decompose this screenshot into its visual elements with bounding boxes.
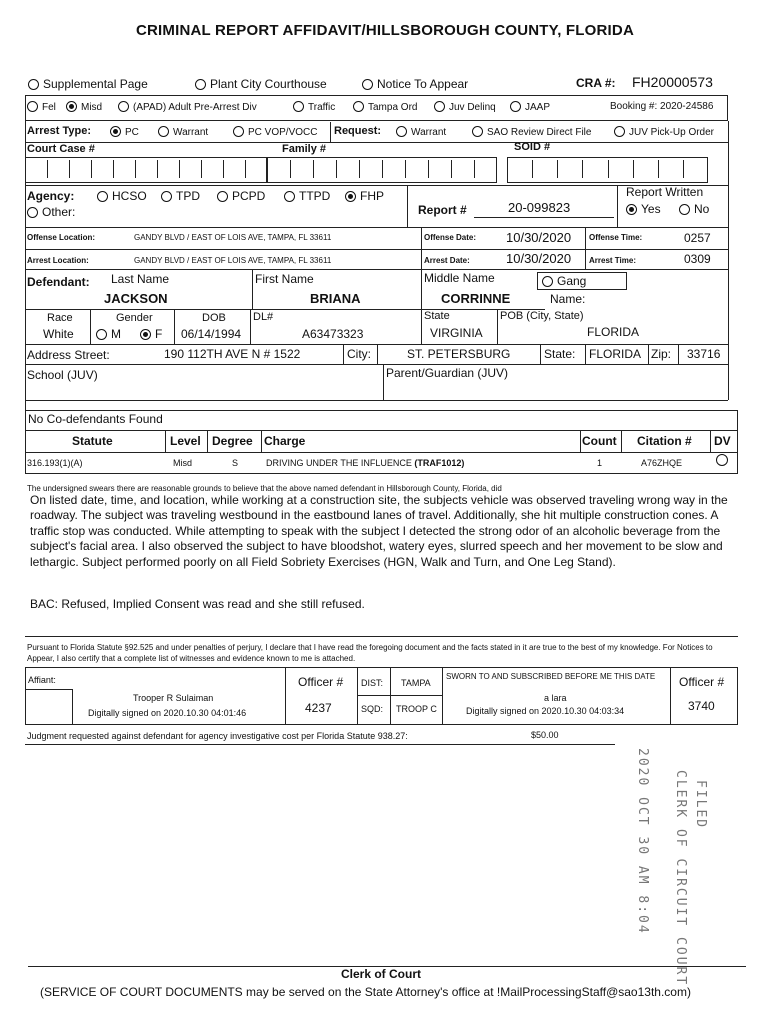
- gender-m-option[interactable]: M: [96, 327, 121, 341]
- radio-selected-icon: [345, 191, 356, 202]
- tpd-option[interactable]: TPD: [161, 189, 200, 203]
- cell-divider: [135, 160, 136, 178]
- race-label: Race: [47, 312, 73, 324]
- divider: [648, 344, 649, 364]
- dl-state-label: State: [424, 310, 450, 322]
- pc-option[interactable]: PC: [110, 126, 139, 138]
- divider: [25, 142, 728, 143]
- cell-divider: [474, 160, 475, 178]
- filed-stamp-clerk: CLERK OF CIRCUIT COURT: [673, 770, 688, 987]
- divider: [617, 185, 618, 227]
- address-street-label: Address Street:: [27, 348, 110, 362]
- dl-value: A63473323: [302, 327, 364, 341]
- cell-divider: [201, 160, 202, 178]
- last-name-label: Last Name: [111, 272, 170, 286]
- divider: [710, 430, 711, 452]
- tampa-ord-option[interactable]: Tampa Ord: [353, 101, 417, 113]
- notice-to-appear-option[interactable]: Notice To Appear: [362, 77, 468, 91]
- divider: [585, 344, 586, 364]
- address-state-label: State:: [544, 347, 576, 361]
- arrest-time-label: Arrest Time:: [589, 256, 636, 265]
- charge-header: Charge: [264, 434, 306, 448]
- officer2-number: 3740: [688, 699, 715, 713]
- report-number: 20-099823: [508, 200, 571, 215]
- ttpd-option[interactable]: TTPD: [284, 189, 330, 203]
- request-label: Request:: [334, 125, 382, 137]
- offense-time-label: Offense Time:: [589, 233, 643, 242]
- cell-divider: [336, 160, 337, 178]
- radio-icon: [27, 101, 38, 112]
- court-case-label: Court Case #: [27, 143, 95, 155]
- radio-icon: [542, 276, 553, 287]
- judgment-text: Judgment requested against defendant for agency investigative cost per Florida Statute 938.27:: [27, 731, 408, 741]
- apad-option[interactable]: (APAD) Adult Pre-Arrest Div: [118, 101, 257, 113]
- row-count: 1: [597, 458, 603, 468]
- divider: [25, 364, 728, 365]
- radio-icon: [679, 204, 690, 215]
- radio-icon: [293, 101, 304, 112]
- hcso-option[interactable]: HCSO: [97, 189, 147, 203]
- offense-date-label: Offense Date:: [424, 233, 477, 242]
- radio-icon: [161, 191, 172, 202]
- dl-state: VIRGINIA: [430, 326, 483, 340]
- sworn-statement: SWORN TO AND SUBSCRIBED BEFORE ME THIS DATE: [446, 672, 656, 681]
- divider: [421, 309, 422, 344]
- other-agency-option[interactable]: Other:: [27, 205, 75, 219]
- report-written-no[interactable]: No: [679, 202, 709, 216]
- divider: [25, 185, 728, 186]
- divider: [261, 430, 262, 452]
- divider: [678, 344, 679, 364]
- pob-label: POB (City, State): [500, 310, 584, 322]
- warrant-option[interactable]: Warrant: [158, 126, 208, 138]
- divider: [377, 344, 378, 364]
- cell-divider: [683, 160, 684, 178]
- divider: [252, 269, 253, 309]
- notary-signed: Digitally signed on 2020.10.30 04:03:34: [466, 706, 625, 716]
- radio-icon: [434, 101, 445, 112]
- zip-label: Zip:: [651, 347, 672, 361]
- gang-name-label: Name:: [550, 292, 586, 306]
- officer-number-label: Officer #: [298, 675, 344, 689]
- page-title: CRIMINAL REPORT AFFIDAVIT/HILLSBOROUGH COUNTY, FLORIDA: [135, 22, 634, 39]
- radio-icon: [118, 101, 129, 112]
- divider: [207, 430, 208, 452]
- cell-divider: [245, 160, 246, 178]
- juv-pickup-option[interactable]: JUV Pick-Up Order: [614, 126, 714, 138]
- cell-divider: [223, 160, 224, 178]
- citation-header: Citation #: [637, 434, 692, 448]
- divider: [442, 667, 443, 725]
- cell-divider: [608, 160, 609, 178]
- soid-label: SOID #: [514, 141, 551, 153]
- affiant-name: Trooper R Sulaiman: [133, 693, 214, 703]
- divider: [165, 430, 166, 452]
- dist-label: DIST:: [361, 678, 384, 688]
- row-citation: A76ZHQE: [641, 458, 683, 468]
- pcpd-option[interactable]: PCPD: [217, 189, 265, 203]
- divider: [540, 344, 541, 364]
- row-degree: S: [232, 458, 239, 468]
- divider: [580, 430, 581, 452]
- radio-icon: [28, 79, 39, 90]
- gang-option[interactable]: Gang: [542, 274, 586, 288]
- gender-f-option[interactable]: F: [140, 327, 162, 341]
- divider: [421, 269, 422, 309]
- divider: [250, 309, 251, 344]
- divider: [72, 689, 73, 725]
- agency-label: Agency:: [27, 189, 75, 203]
- zip-value: 33716: [687, 347, 721, 361]
- dv-radio-icon[interactable]: [716, 454, 728, 466]
- radio-selected-icon: [140, 329, 151, 340]
- race-value: White: [43, 327, 74, 341]
- filed-stamp-date: 2020 OCT 30 AM 8:04: [635, 748, 650, 935]
- divider: [25, 636, 738, 637]
- divider: [174, 309, 175, 344]
- radio-icon: [195, 79, 206, 90]
- report-written-yes[interactable]: Yes: [626, 202, 661, 216]
- first-name: BRIANA: [310, 291, 361, 306]
- radio-icon: [284, 191, 295, 202]
- misd-option[interactable]: Misd: [66, 101, 102, 113]
- arrest-location: GANDY BLVD / EAST OF LOIS AVE, TAMPA, FL 33611: [134, 256, 332, 265]
- divider: [25, 689, 72, 690]
- count-header: Count: [582, 434, 617, 448]
- divider: [285, 667, 286, 725]
- dv-header: DV: [714, 434, 731, 448]
- divider: [421, 249, 422, 269]
- sao-review-option[interactable]: SAO Review Direct File: [472, 126, 591, 138]
- cell-divider: [428, 160, 429, 178]
- level-header: Level: [170, 434, 201, 448]
- cell-divider: [451, 160, 452, 178]
- divider: [25, 430, 738, 431]
- cell-divider: [113, 160, 114, 178]
- row-statute: 316.193(1)(A): [27, 458, 83, 468]
- pob-value: FLORIDA: [587, 325, 640, 339]
- filed-stamp-label: FILED: [693, 780, 708, 830]
- middle-name-label: Middle Name: [424, 271, 495, 285]
- radio-icon: [396, 126, 407, 137]
- bac-text: BAC: Refused, Implied Consent was read and she still refused.: [30, 597, 365, 611]
- divider: [90, 309, 91, 344]
- cell-divider: [582, 160, 583, 178]
- family-label: Family #: [282, 143, 327, 155]
- arrest-date-label: Arrest Date:: [424, 256, 470, 265]
- last-name: JACKSON: [104, 291, 168, 306]
- cell-divider: [532, 160, 533, 178]
- divider: [25, 452, 738, 453]
- divider: [390, 667, 391, 725]
- cell-divider: [157, 160, 158, 178]
- dl-label: DL#: [253, 311, 274, 323]
- divider: [585, 227, 586, 249]
- fhp-option[interactable]: FHP: [345, 189, 384, 203]
- cell-divider: [313, 160, 314, 178]
- divider: [357, 695, 442, 696]
- arrest-type-label: Arrest Type:: [27, 125, 91, 137]
- address-street: 190 112TH AVE N # 1522: [164, 347, 301, 361]
- row-level: Misd: [173, 458, 193, 468]
- radio-icon: [510, 101, 521, 112]
- supplemental-page-option[interactable]: Supplemental Page: [28, 77, 148, 91]
- cell-divider: [658, 160, 659, 178]
- offense-location-label: Offense Location:: [27, 233, 96, 242]
- arrest-location-label: Arrest Location:: [27, 256, 89, 265]
- dob-label: DOB: [202, 312, 226, 324]
- booking-number: Booking #: 2020-24586: [610, 101, 714, 112]
- report-number-label: Report #: [418, 203, 467, 217]
- cell-divider: [179, 160, 180, 178]
- middle-name: CORRINNE: [441, 291, 511, 306]
- divider: [343, 344, 344, 364]
- dob-value: 06/14/1994: [181, 327, 242, 341]
- fel-option[interactable]: Fel: [27, 101, 56, 113]
- divider: [25, 227, 728, 228]
- cell-divider: [47, 160, 48, 178]
- radio-selected-icon: [66, 101, 77, 112]
- radio-icon: [472, 126, 483, 137]
- affiant-label: Affiant:: [28, 675, 56, 685]
- request-warrant-option[interactable]: Warrant: [396, 126, 446, 138]
- officer2-label: Officer #: [679, 675, 725, 689]
- cell-divider: [69, 160, 70, 178]
- statute-header: Statute: [72, 434, 113, 448]
- radio-icon: [233, 126, 244, 137]
- narrative-intro: The undersigned swears there are reasonable grounds to believe that the above named defendant in Hillsborough County, Florida, did: [27, 484, 502, 493]
- divider: [25, 400, 728, 401]
- divider: [330, 122, 331, 142]
- radio-icon: [353, 101, 364, 112]
- juv-delinq-option[interactable]: Juv Delinq: [434, 101, 496, 113]
- divider: [497, 309, 498, 344]
- radio-selected-icon: [626, 204, 637, 215]
- cell-divider: [557, 160, 558, 178]
- jaap-option[interactable]: JAAP: [510, 101, 550, 113]
- report-written-label: Report Written: [626, 185, 704, 199]
- divider: [621, 430, 622, 452]
- plant-city-option[interactable]: Plant City Courthouse: [195, 77, 327, 91]
- frame-edge: [25, 121, 26, 415]
- first-name-label: First Name: [255, 272, 314, 286]
- cell-divider: [382, 160, 383, 178]
- dist-value: TAMPA: [401, 678, 431, 688]
- judgment-amount: $50.00: [531, 730, 559, 740]
- city-label: City:: [347, 347, 371, 361]
- codefendants-text: No Co-defendants Found: [28, 412, 163, 426]
- officer-number: 4237: [305, 701, 332, 715]
- divider: [407, 185, 408, 227]
- city-value: ST. PETERSBURG: [407, 347, 511, 361]
- parent-label: Parent/Guardian (JUV): [386, 366, 509, 380]
- affiant-signed: Digitally signed on 2020.10.30 04:01:46: [88, 708, 247, 718]
- address-state: FLORIDA: [589, 347, 642, 361]
- sqd-value: TROOP C: [396, 704, 437, 714]
- radio-icon: [27, 207, 38, 218]
- cra-label: CRA #:: [576, 76, 616, 90]
- radio-icon: [97, 191, 108, 202]
- divider: [25, 744, 615, 745]
- radio-icon: [217, 191, 228, 202]
- report-underline: [474, 217, 614, 218]
- degree-header: Degree: [212, 434, 253, 448]
- cell-divider: [290, 160, 291, 178]
- divider: [25, 269, 728, 270]
- radio-icon: [96, 329, 107, 340]
- offense-location: GANDY BLVD / EAST OF LOIS AVE, TAMPA, FL 33611: [134, 233, 332, 242]
- traffic-option[interactable]: Traffic: [293, 101, 335, 113]
- radio-selected-icon: [110, 126, 121, 137]
- frame-edge: [728, 121, 729, 400]
- notary-name: a lara: [544, 693, 567, 703]
- divider: [585, 249, 586, 269]
- school-label: School (JUV): [27, 368, 98, 382]
- radio-icon: [362, 79, 373, 90]
- radio-icon: [158, 126, 169, 137]
- divider: [670, 667, 671, 725]
- defendant-label: Defendant:: [27, 275, 90, 289]
- divider: [25, 309, 545, 310]
- court-case-boxes[interactable]: [25, 157, 267, 183]
- radio-icon: [614, 126, 625, 137]
- arrest-date: 10/30/2020: [506, 251, 572, 266]
- gender-label: Gender: [116, 312, 153, 324]
- sqd-label: SQD:: [361, 704, 384, 714]
- arrest-time: 0309: [684, 252, 711, 266]
- divider: [383, 364, 384, 400]
- cell-divider: [359, 160, 360, 178]
- divider: [25, 249, 728, 250]
- offense-date: 10/30/2020: [506, 230, 572, 245]
- divider: [357, 667, 358, 725]
- service-notice: (SERVICE OF COURT DOCUMENTS may be served on the State Attorney's office at !MailProcessingStaff@sao13th.com): [40, 985, 691, 999]
- divider: [421, 227, 422, 249]
- narrative-body: On listed date, time, and location, while working at a construction site, the subjects vehicle was observed traveling wrong way in the roadway. The subject was traveling westbound in the eastbound lanes of travel. Additionally, she hit multiple construction cones. A traffic stop was conducted. While attempting to speak with the subject I detected the strong odor of an alcoholic beverage from the subject's facial area. I also observed the subject to have bloodshot, watery eyes, slurred speech and her movement to be slow and lethargic. Subject performed poorly on all Field Sobriety Exercises (HGN, Walk and Turn, and One Leg Stand).: [30, 493, 728, 569]
- cell-divider: [405, 160, 406, 178]
- cell-divider: [633, 160, 634, 178]
- pc-vop-option[interactable]: PC VOP/VOCC: [233, 126, 317, 138]
- clerk-of-court: Clerk of Court: [341, 967, 422, 981]
- cell-divider: [91, 160, 92, 178]
- cra-number: FH20000573: [632, 74, 713, 90]
- row-charge: DRIVING UNDER THE INFLUENCE (TRAF1012): [266, 458, 465, 468]
- perjury-statement: Pursuant to Florida Statute §92.525 and under penalties of perjury, I declare that I have read the foregoing document and the facts stated in it are true to the best of my knowledge. For Notices to Appear, I also certify that a complete list of witnesses and evidence known to me is attached.: [27, 643, 713, 663]
- offense-time: 0257: [684, 231, 711, 245]
